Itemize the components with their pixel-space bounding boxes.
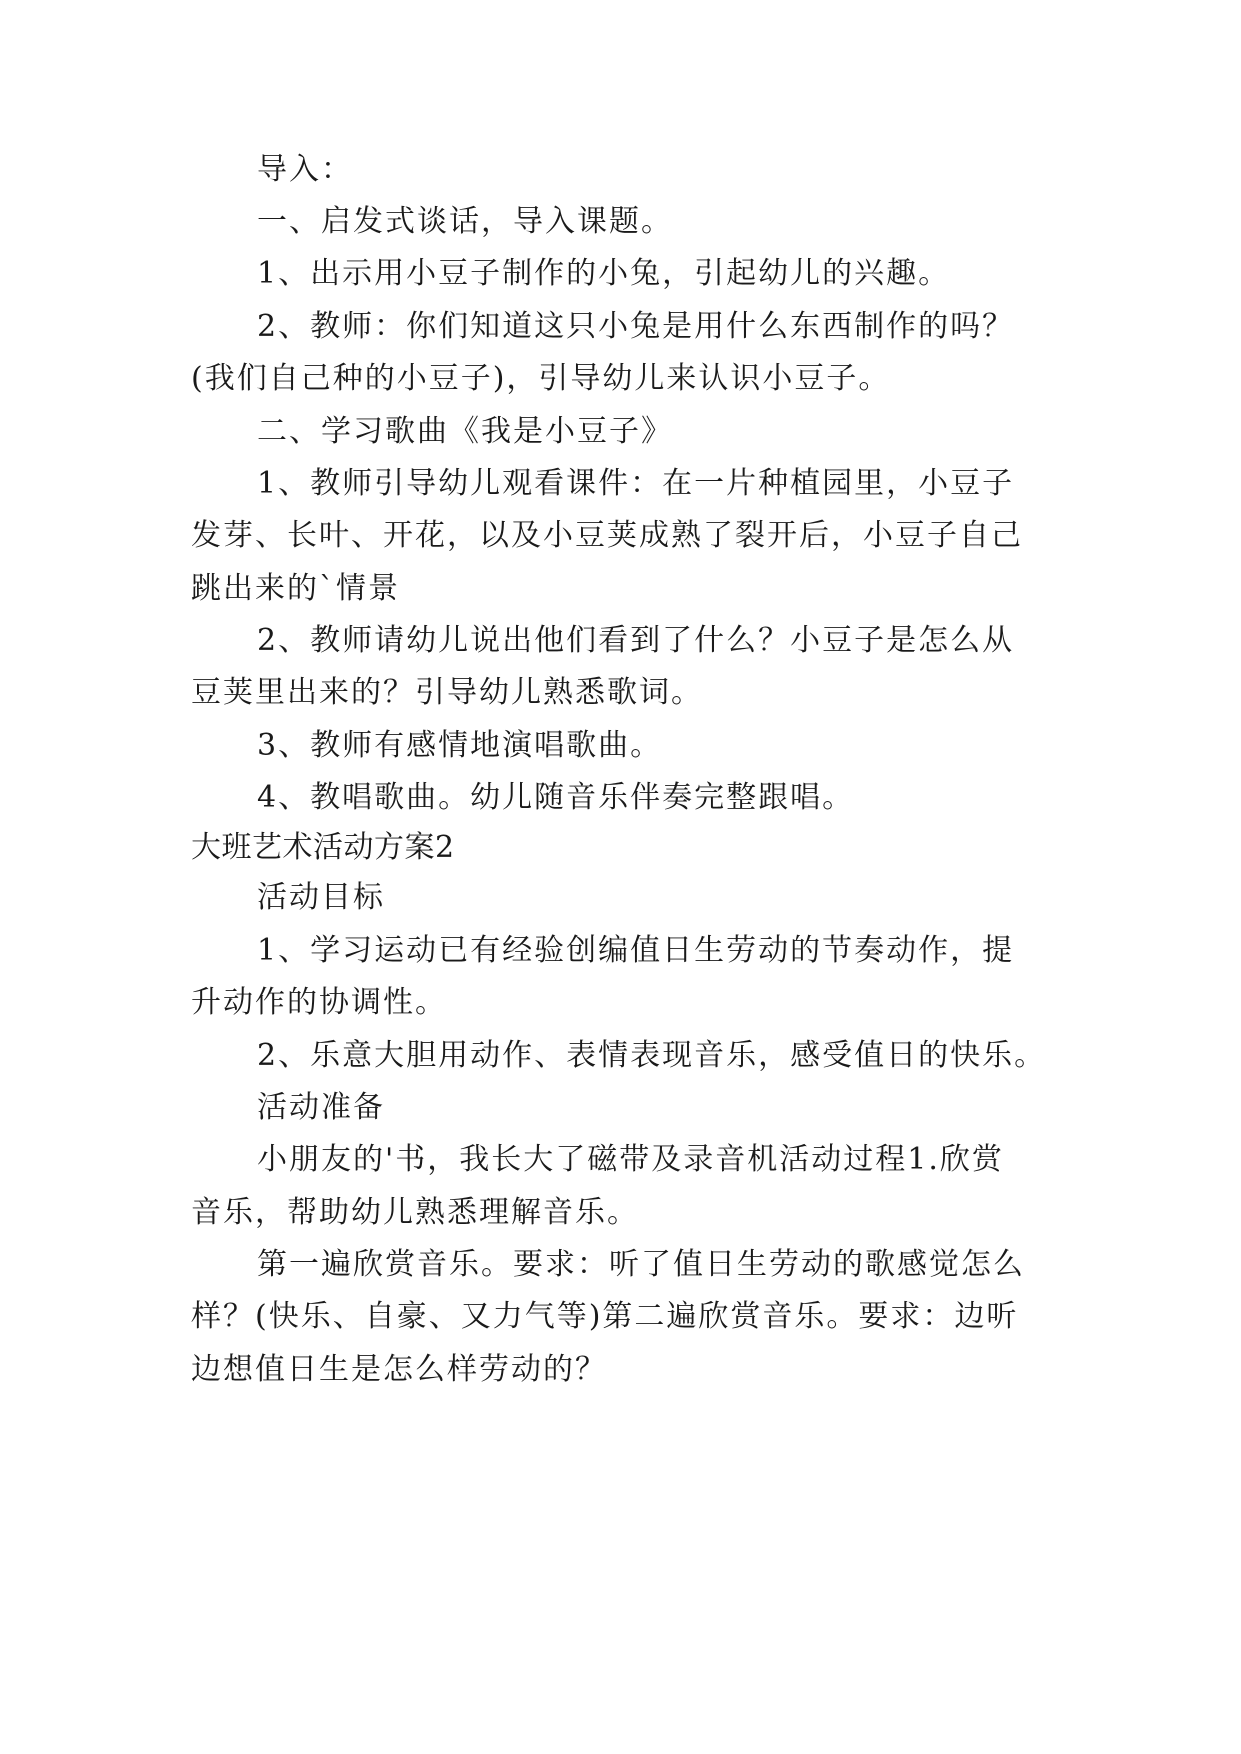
paragraph-line: 2、教师：你们知道这只小兔是用什么东西制作的吗？ <box>257 309 1015 344</box>
paragraph-line: 发芽、长叶、开花，以及小豆荚成熟了裂开后，小豆子自己 <box>191 518 1023 553</box>
paragraph-line: 音乐，帮助幼儿熟悉理解音乐。 <box>191 1195 639 1230</box>
paragraph-line: 豆荚里出来的？引导幼儿熟悉歌词。 <box>191 675 703 710</box>
paragraph-line: 1、出示用小豆子制作的小兔，引起幼儿的兴趣。 <box>257 256 951 291</box>
paragraph-line: 小朋友的'书，我长大了磁带及录音机活动过程1.欣赏 <box>257 1142 1004 1177</box>
paragraph-line: 边想值日生是怎么样劳动的？ <box>191 1352 607 1387</box>
paragraph-line: 第一遍欣赏音乐。要求：听了值日生劳动的歌感觉怎么 <box>257 1247 1025 1282</box>
paragraph-line: 1、学习运动已有经验创编值日生劳动的节奏动作，提 <box>257 933 1015 968</box>
paragraph-line: 跳出来的`情景 <box>191 571 400 606</box>
paragraph-line: 2、乐意大胆用动作、表情表现音乐，感受值日的快乐。 <box>257 1038 1047 1073</box>
subsection-heading: 活动目标 <box>257 880 385 915</box>
section-heading: 大班艺术活动方案2 <box>191 830 455 865</box>
paragraph-line: (我们自己种的小豆子)，引导幼儿来认识小豆子。 <box>191 361 891 396</box>
paragraph-line: 1、教师引导幼儿观看课件：在一片种植园里，小豆子 <box>257 466 1015 501</box>
paragraph-line: 一、启发式谈话，导入课题。 <box>257 204 673 239</box>
paragraph-line: 导入： <box>257 152 353 187</box>
paragraph-line: 二、学习歌曲《我是小豆子》 <box>257 414 673 449</box>
paragraph-line: 2、教师请幼儿说出他们看到了什么？小豆子是怎么从 <box>257 623 1015 658</box>
paragraph-line: 4、教唱歌曲。幼儿随音乐伴奏完整跟唱。 <box>257 780 855 815</box>
paragraph-line: 3、教师有感情地演唱歌曲。 <box>257 728 663 763</box>
paragraph-line: 样？(快乐、自豪、又力气等)第二遍欣赏音乐。要求：边听 <box>191 1299 1019 1334</box>
subsection-heading: 活动准备 <box>257 1090 385 1125</box>
paragraph-line: 升动作的协调性。 <box>191 985 447 1020</box>
